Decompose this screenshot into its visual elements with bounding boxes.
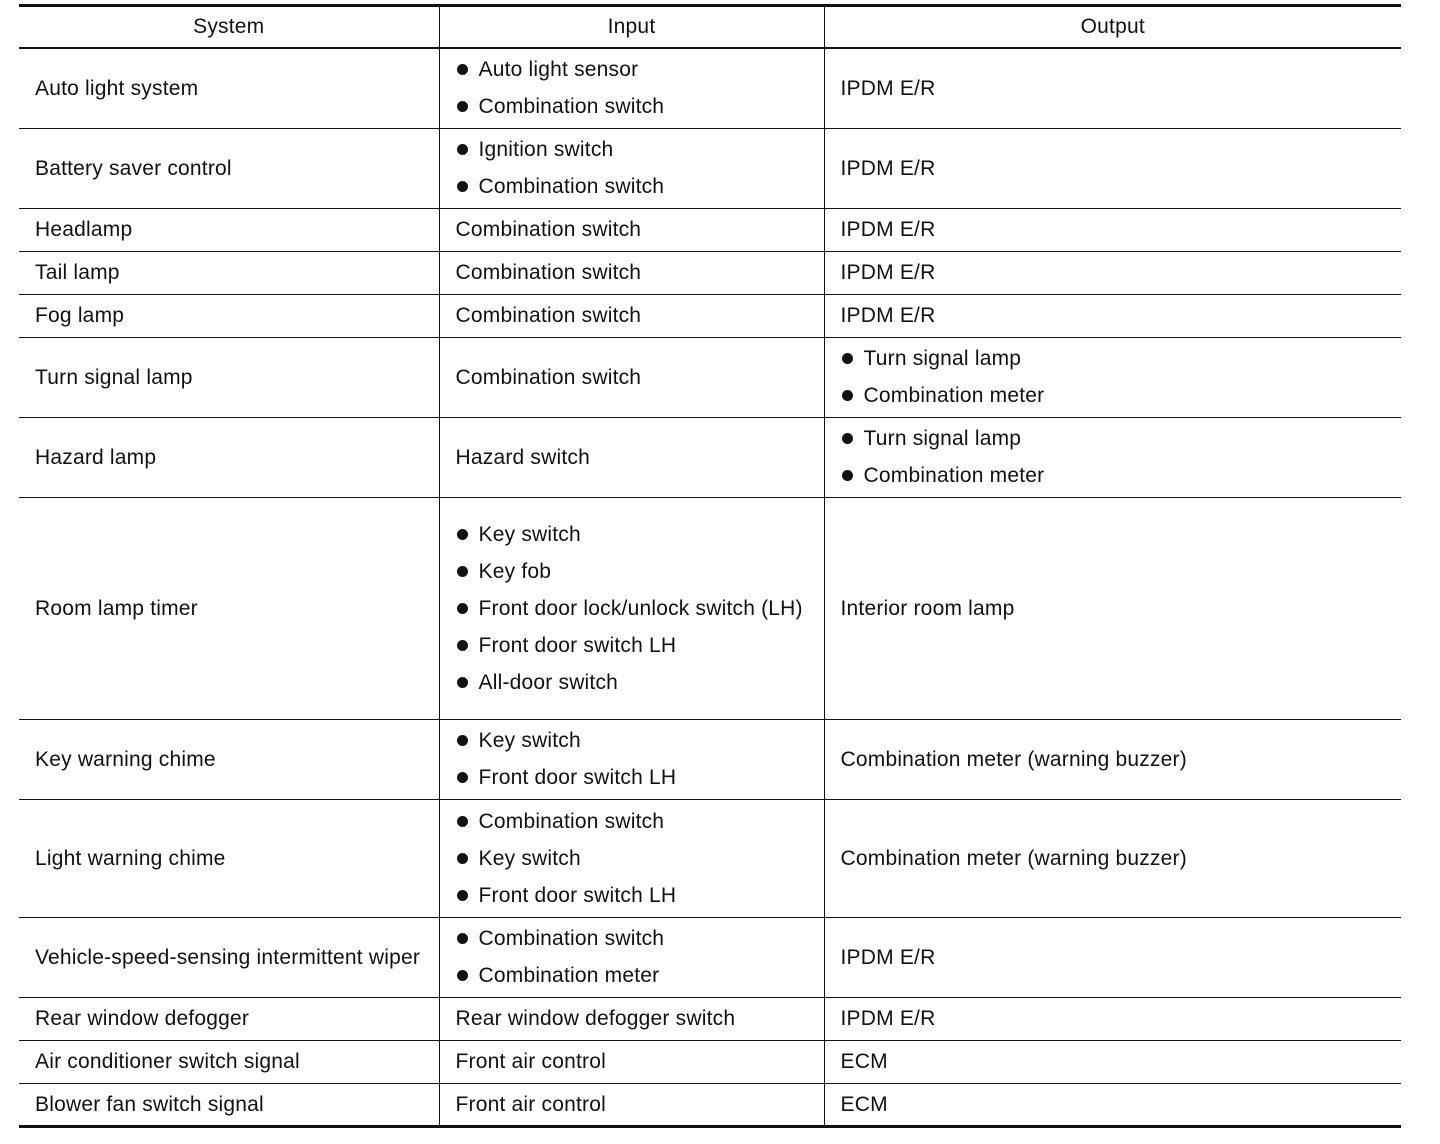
table-row [19,497,1401,719]
bullet-item: Combination switch [456,807,808,836]
cell-system: Light warning chime [19,799,439,917]
table-row [19,997,1401,1040]
output-bullet-list [841,344,1386,410]
cell-input: Front air control [439,1040,824,1083]
cell-system: Turn signal lamp [19,337,439,417]
table-row [19,48,1401,128]
bullet-item: Combination switch [456,92,808,121]
input-bullet-list [456,726,808,792]
bullet-item: Combination switch [456,172,808,201]
input-bullet-list [456,135,808,201]
input-bullet-list [456,924,808,990]
cell-system: Headlamp [19,208,439,251]
cell-output: Combination meter (warning buzzer) [824,799,1401,917]
bullet-item: Key switch [456,726,808,755]
bullet-item: Front door lock/unlock switch (LH) [456,594,808,623]
table-row [19,128,1401,208]
cell-output [824,417,1401,497]
table-row [19,799,1401,917]
input-bullet-list [456,520,808,697]
table-row [19,417,1401,497]
cell-system: Room lamp timer [19,497,439,719]
bullet-item: Combination meter [841,381,1386,410]
cell-output: IPDM E/R [824,917,1401,997]
cell-output [824,337,1401,417]
bullet-item: Combination switch [456,924,808,953]
cell-input: Rear window defogger switch [439,997,824,1040]
cell-input [439,719,824,799]
cell-system: Vehicle-speed-sensing intermittent wiper [19,917,439,997]
bullet-item: Front door switch LH [456,631,808,660]
cell-output: ECM [824,1040,1401,1083]
cell-system: Auto light system [19,48,439,128]
system-io-table [19,4,1401,1128]
cell-input: Combination switch [439,337,824,417]
cell-output: IPDM E/R [824,294,1401,337]
table-body [19,48,1401,1126]
output-bullet-list [841,424,1386,490]
bullet-item: Key fob [456,557,808,586]
table-row [19,294,1401,337]
table-row [19,1083,1401,1126]
bullet-item: Combination meter [841,461,1386,490]
cell-input: Front air control [439,1083,824,1126]
input-bullet-list [456,807,808,910]
cell-input [439,917,824,997]
table-row [19,208,1401,251]
bullet-item: Combination meter [456,961,808,990]
cell-system: Tail lamp [19,251,439,294]
cell-system: Air conditioner switch signal [19,1040,439,1083]
table-header [19,6,1401,49]
cell-system: Rear window defogger [19,997,439,1040]
cell-output: IPDM E/R [824,48,1401,128]
bullet-item: Front door switch LH [456,881,808,910]
table-row [19,251,1401,294]
cell-output: IPDM E/R [824,208,1401,251]
bullet-item: Key switch [456,520,808,549]
cell-output: ECM [824,1083,1401,1126]
bullet-item: Turn signal lamp [841,424,1386,453]
table-row [19,1040,1401,1083]
cell-system: Battery saver control [19,128,439,208]
cell-input: Combination switch [439,294,824,337]
input-bullet-list [456,55,808,121]
cell-input [439,128,824,208]
header-system: System [19,6,439,49]
cell-output: IPDM E/R [824,128,1401,208]
cell-input: Hazard switch [439,417,824,497]
table-row [19,917,1401,997]
cell-system: Blower fan switch signal [19,1083,439,1126]
cell-output: Combination meter (warning buzzer) [824,719,1401,799]
cell-input: Combination switch [439,251,824,294]
cell-input [439,497,824,719]
cell-output: IPDM E/R [824,997,1401,1040]
cell-input [439,799,824,917]
cell-input: Combination switch [439,208,824,251]
table-row [19,719,1401,799]
cell-output: IPDM E/R [824,251,1401,294]
bullet-item: All-door switch [456,668,808,697]
cell-system: Hazard lamp [19,417,439,497]
bullet-item: Front door switch LH [456,763,808,792]
table-row [19,337,1401,417]
bullet-item: Auto light sensor [456,55,808,84]
cell-input [439,48,824,128]
cell-system: Fog lamp [19,294,439,337]
bullet-item: Ignition switch [456,135,808,164]
header-output: Output [824,6,1401,49]
cell-output: Interior room lamp [824,497,1401,719]
header-row [19,6,1401,49]
header-input: Input [439,6,824,49]
bullet-item: Key switch [456,844,808,873]
bullet-item: Turn signal lamp [841,344,1386,373]
cell-system: Key warning chime [19,719,439,799]
